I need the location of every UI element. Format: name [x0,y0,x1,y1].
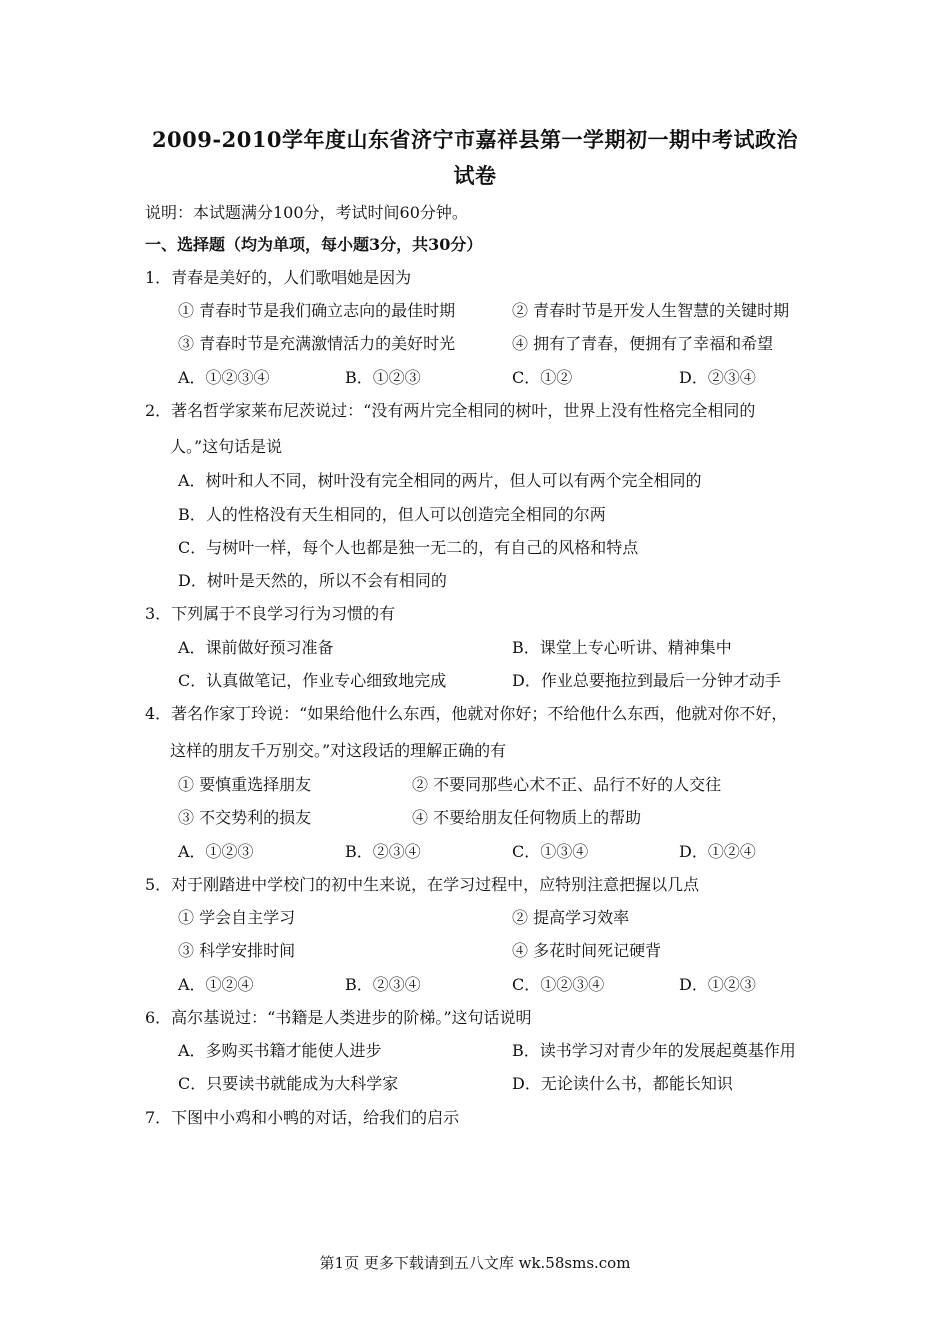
question-2-option-c: C．与树叶一样，每个人也都是独一无二的，有自己的风格和特点 [178,538,639,557]
question-3-option-b: B．课堂上专心听讲、精神集中 [512,638,732,657]
page-footer: 第1页 更多下载请到五八文库 wk.58sms.com [319,1254,631,1272]
question-1-statement-1: ① 青春时节是我们确立志向的最佳时期 [178,301,456,320]
question-5-option-b: B．②③④ [345,975,421,994]
question-1-statement-2: ② 青春时节是开发人生智慧的关键时期 [512,301,790,320]
question-3-option-c: C．认真做笔记，作业专心细致地完成 [178,671,447,690]
question-5-stem: 5．对于刚踏进中学校门的初中生来说，在学习过程中，应特别注意把握以几点 [145,875,700,894]
question-2-option-d: D．树叶是天然的，所以不会有相同的 [178,571,447,590]
question-4-option-d: D．①②④ [679,842,756,861]
question-3-option-d: D．作业总要拖拉到最后一分钟才动手 [512,671,781,690]
question-6-option-b: B．读书学习对青少年的发展起奠基作用 [512,1041,796,1060]
question-4-stem-line1: 4．著名作家丁玲说：“如果给他什么东西，他就对你好；不给他什么东西，他就对你不好， [145,704,788,723]
question-2-option-a: A．树叶和人不同，树叶没有完全相同的两片，但人可以有两个完全相同的 [178,471,702,490]
question-4-option-a: A．①②③ [178,842,254,861]
exam-title-line1: 2009-2010学年度山东省济宁市嘉祥县第一学期初一期中考试政治 [151,127,799,152]
question-5-statement-4: ④ 多花时间死记硬背 [512,941,662,960]
question-5-option-d: D．①②③ [679,975,756,994]
question-1-option-b: B．①②③ [345,368,421,387]
question-7-stem: 7．下图中小鸡和小鸭的对话，给我们的启示 [145,1108,460,1127]
question-4-stem-line2: 这样的朋友千万别交。”对这段话的理解正确的有 [170,741,507,760]
question-1-option-d: D．②③④ [679,368,756,387]
question-4-statement-1: ① 要慎重选择朋友 [178,775,312,794]
question-6-stem: 6．高尔基说过：“书籍是人类进步的阶梯。”这句话说明 [145,1008,532,1027]
question-4-option-b: B．②③④ [345,842,421,861]
question-5-statement-2: ② 提高学习效率 [512,908,630,927]
question-3-stem: 3．下列属于不良学习行为习惯的有 [145,604,396,623]
question-6-option-d: D．无论读什么书，都能长知识 [512,1074,733,1093]
question-1-statement-4: ④ 拥有了青春，便拥有了幸福和希望 [512,334,774,353]
question-2-stem-line1: 2．著名哲学家莱布尼茨说过：“没有两片完全相同的树叶，世界上没有性格完全相同的 [145,401,756,420]
exam-note: 说明：本试题满分100分，考试时间60分钟。 [145,203,468,222]
question-4-option-c: C．①③④ [512,842,589,861]
question-6-option-a: A．多购买书籍才能使人进步 [178,1041,382,1060]
question-3-option-a: A．课前做好预习准备 [178,638,334,657]
exam-title-line2: 试卷 [453,163,497,188]
question-2-option-b: B．人的性格没有天生相同的，但人可以创造完全相同的尔两 [178,505,606,524]
question-1-option-a: A．①②③④ [178,368,270,387]
question-1-statement-3: ③ 青春时节是充满激情活力的美好时光 [178,334,456,353]
question-5-statement-3: ③ 科学安排时间 [178,941,296,960]
question-5-option-c: C．①②③④ [512,975,605,994]
question-6-option-c: C．只要读书就能成为大科学家 [178,1074,399,1093]
question-1-stem: 1．青春是美好的，人们歌唱她是因为 [145,268,412,287]
question-5-statement-1: ① 学会自主学习 [178,908,296,927]
section-heading: 一、选择题（均为单项，每小题3分，共30分） [145,235,483,254]
question-5-option-a: A．①②④ [178,975,254,994]
question-4-statement-4: ④ 不要给朋友任何物质上的帮助 [412,808,642,827]
question-1-option-c: C．①② [512,368,573,387]
question-4-statement-2: ② 不要同那些心术不正、品行不好的人交往 [412,775,722,794]
question-4-statement-3: ③ 不交势利的损友 [178,808,312,827]
question-2-stem-line2: 人。”这句话是说 [170,437,283,456]
